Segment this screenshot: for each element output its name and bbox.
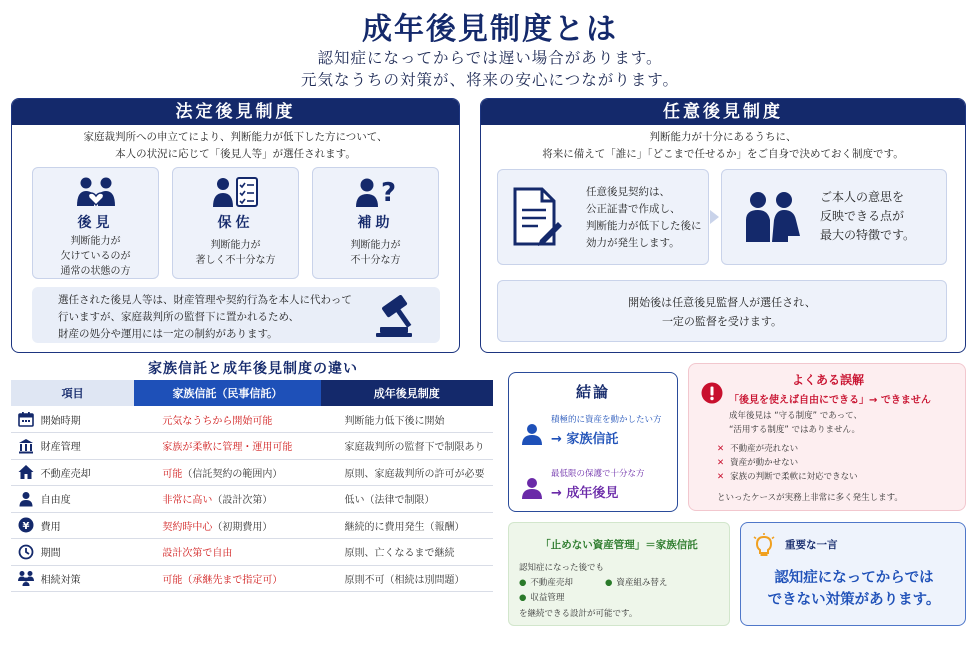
misconception-title: よくある誤解	[791, 373, 864, 387]
subtitle-line-1: 認知症になってからでは遅い場合があります。	[317, 49, 663, 67]
house-icon	[18, 464, 34, 480]
row-label: 相続対策	[41, 565, 135, 592]
header-item: 項目	[11, 380, 134, 406]
page-title: 成年後見制度とは	[362, 12, 618, 47]
misconception-item: ✕ 家族の判断で柔軟に対応できない	[717, 472, 858, 482]
guardian-value: 原則、家庭裁判所の許可が必要	[321, 459, 493, 486]
asset-management-box	[508, 522, 730, 626]
voluntary-desc-2: 将来に備えて「誰に」「どこまで任せるか」をご自身で決めておく制度です。	[542, 148, 904, 160]
card-kouken-desc-1: 判断能力が	[70, 236, 121, 247]
card-hojo-desc-2: 不十分な方	[350, 255, 401, 266]
contract-line-3: 判断能力が低下した後に	[586, 220, 702, 232]
conclusion-item-2-desc: 最低限の保護で十分な方	[551, 469, 645, 479]
misconception-line-2: “活用する制度” ではありません。	[729, 425, 861, 435]
card-hojo	[312, 167, 439, 279]
card-kouken-title: 後見	[77, 215, 114, 231]
cross-icon: ✕	[717, 458, 725, 468]
table-row	[11, 433, 493, 460]
trust-value: 設計次第で自由	[162, 548, 233, 560]
calendar-icon	[18, 411, 34, 427]
conclusion-box	[508, 372, 678, 512]
table-row	[11, 512, 493, 539]
row-label: 期間	[41, 539, 135, 566]
person-question-icon	[355, 176, 397, 208]
table-row	[11, 459, 493, 486]
trust-value: 元気なうちから開始可能	[162, 415, 273, 427]
guardian-note-line-1: 選任された後見人等は、財産管理や契約行為を本人に代わって	[58, 294, 352, 306]
guardian-value: 判断能力低下後に開始	[321, 406, 493, 433]
trust-value: 可能	[162, 468, 183, 480]
trust-note: （初期費用）	[212, 521, 273, 533]
two-people-icon	[740, 190, 802, 244]
contract-line-1: 任意後見契約は、	[586, 186, 670, 198]
misconception-quote: 「後見を使えば自由にできる」→ できません	[729, 395, 931, 406]
guardian-note-line-3: 財産の処分や運用には一定の制約があります。	[58, 328, 278, 340]
warning-icon	[701, 382, 723, 404]
legal-guardianship-desc-1: 家庭裁判所への申立てにより、判断能力が低下した方について、	[83, 131, 388, 143]
card-kouken-desc-3: 通常の状態の方	[60, 266, 131, 277]
feature-line-1: ご本人の意思を	[820, 190, 905, 204]
gavel-icon	[376, 295, 426, 337]
voluntary-desc-1: 判断能力が十分にあるうちに、	[649, 131, 797, 143]
guardian-value: 継続的に費用発生（報酬）	[321, 512, 493, 539]
bank-icon	[18, 438, 34, 454]
voluntary-contract-card	[497, 169, 709, 265]
svg-text:¥: ¥	[22, 521, 30, 533]
key-message-label: 重要な一言	[785, 539, 838, 551]
check-icon: ●	[519, 578, 527, 588]
lightbulb-icon	[753, 533, 775, 559]
misconception-item: ✕ 資産が動かせない	[717, 458, 799, 468]
svg-text:?: ?	[380, 178, 396, 208]
guardian-value: 原則不可（相続は別問題）	[321, 565, 493, 592]
table-row	[11, 486, 493, 513]
yen-icon	[18, 517, 34, 533]
card-hojo-title: 補助	[357, 215, 394, 231]
check-icon: ●	[605, 578, 613, 588]
header-guardian: 成年後見制度	[321, 380, 493, 406]
card-hosa	[172, 167, 299, 279]
contract-line-4: 効力が発生します。	[586, 237, 680, 249]
arrow-right-icon	[709, 209, 721, 225]
asset-item: ● 資産組み替え	[605, 578, 668, 588]
subtitle-line-2: 元気なうちの対策が、将来の安心につながります。	[301, 71, 679, 89]
card-hosa-desc-1: 判断能力が	[210, 240, 261, 251]
conclusion-title: 結論	[575, 383, 610, 401]
supervisor-line-2: 一定の監督を受けます。	[661, 315, 783, 328]
table-row	[11, 406, 493, 433]
row-label: 開始時期	[41, 406, 135, 433]
person-checklist-icon	[213, 176, 259, 208]
asset-item: ● 不動産売却	[519, 578, 573, 588]
trust-value: 可能（承継先まで指定可）	[162, 574, 283, 586]
guardian-note-line-2: 行いますが、家庭裁判所の監督下に置かれるため、	[58, 311, 300, 323]
document-pen-icon	[512, 186, 562, 248]
person-blue-icon	[521, 423, 543, 445]
row-label: 不動産売却	[41, 459, 135, 486]
conclusion-item-1-result: → 家族信託	[551, 432, 619, 447]
voluntary-guardianship-panel	[480, 98, 966, 353]
asset-title: 「止めない資産管理」＝家族信託	[540, 539, 698, 551]
voluntary-guardianship-title: 任意後見制度	[481, 99, 965, 125]
row-label: 財産管理	[41, 433, 135, 460]
misconception-item: ✕ 不動産が売れない	[717, 444, 799, 454]
misconception-box	[688, 363, 966, 511]
supervisor-card	[497, 280, 947, 342]
key-message-line-1: 認知症になってからでは	[774, 570, 934, 586]
contract-line-2: 公正証書で作成し、	[586, 203, 681, 215]
row-label: 自由度	[41, 486, 135, 513]
feature-line-3: 最大の特徴です。	[820, 228, 916, 242]
trust-value: 契約時中心	[162, 521, 213, 533]
conclusion-item-1-desc: 積極的に資産を動かしたい方	[551, 415, 662, 425]
family-heart-icon	[75, 176, 117, 208]
row-label: 費用	[41, 512, 135, 539]
guardian-value: 低い（法律で制限）	[321, 486, 493, 513]
voluntary-feature-card	[721, 169, 947, 265]
trust-value: 非常に高い	[162, 495, 213, 507]
trust-note: （信託契約の範囲内）	[182, 468, 283, 480]
asset-line-1: 認知症になった後でも	[519, 563, 605, 573]
asset-footer: を継続できる設計が可能です。	[519, 609, 638, 619]
table-row	[11, 539, 493, 566]
conclusion-item-2-result: → 成年後見	[551, 486, 619, 501]
card-hojo-desc-1: 判断能力が	[350, 240, 401, 251]
clock-icon	[18, 544, 34, 560]
family-icon	[17, 570, 35, 586]
check-icon: ●	[519, 593, 527, 603]
guardian-note-box	[32, 287, 440, 343]
misconception-footer: といったケースが実務上非常に多く発生します。	[717, 493, 903, 503]
misconception-line-1: 成年後見は “守る制度” であって、	[729, 411, 862, 421]
comparison-title: 家族信託と成年後見制度の違い	[148, 361, 358, 377]
cross-icon: ✕	[717, 472, 725, 482]
table-row	[11, 565, 493, 592]
legal-guardianship-panel	[11, 98, 460, 353]
comparison-table	[11, 380, 493, 592]
trust-value: 家族が柔軟に管理・運用可能	[162, 442, 293, 454]
card-hosa-title: 保佐	[217, 215, 254, 231]
card-kouken	[32, 167, 159, 279]
supervisor-line-1: 開始後は任意後見監督人が選任され、	[628, 296, 816, 309]
card-kouken-desc-2: 欠けているのが	[60, 251, 131, 262]
guardian-value: 原則、亡くなるまで継続	[321, 539, 493, 566]
asset-item: ● 収益管理	[519, 593, 565, 603]
legal-guardianship-title: 法定後見制度	[12, 99, 459, 125]
legal-guardianship-desc-2: 本人の状況に応じて「後見人等」が選任されます。	[115, 148, 356, 160]
guardian-value: 家庭裁判所の監督下で制限あり	[321, 433, 493, 460]
trust-note: （設計次第）	[212, 495, 273, 507]
card-hosa-desc-2: 著しく不十分な方	[195, 255, 276, 266]
header-trust: 家族信託（民事信託）	[134, 380, 320, 406]
cross-icon: ✕	[717, 444, 725, 454]
key-message-box	[740, 522, 966, 626]
feature-line-2: 反映できる点が	[820, 209, 905, 223]
person-purple-icon	[521, 477, 543, 499]
key-message-line-2: できない対策があります。	[767, 592, 941, 608]
person-icon	[18, 491, 34, 507]
